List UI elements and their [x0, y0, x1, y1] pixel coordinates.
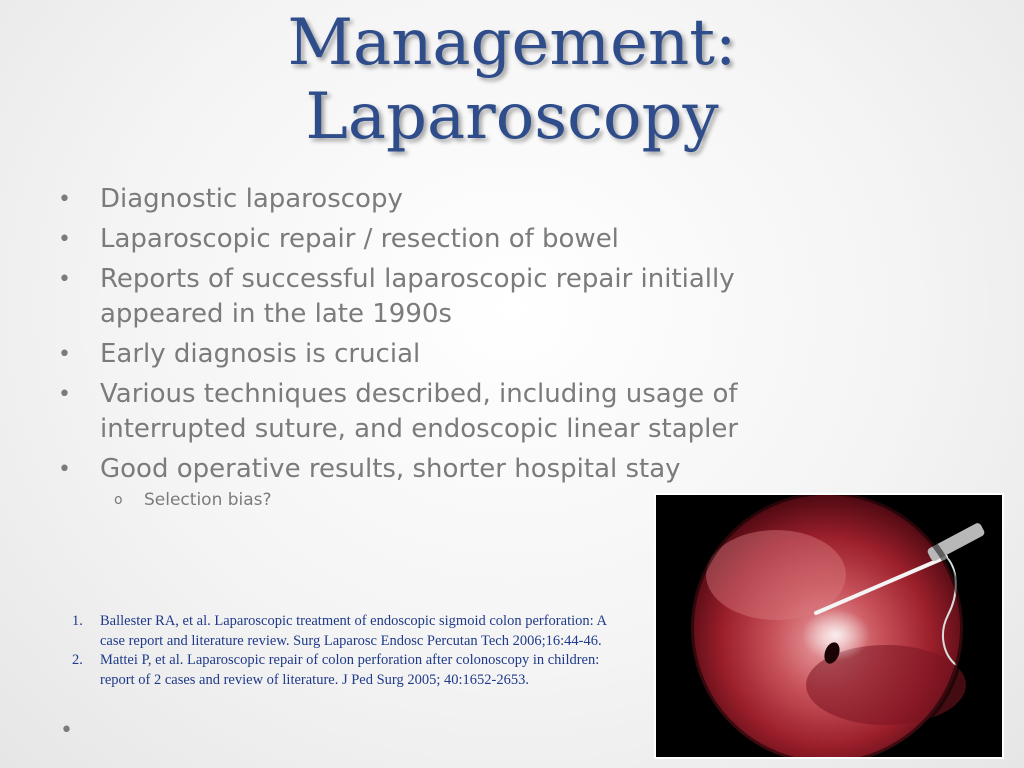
references-list — [72, 612, 632, 690]
slide-title-line-2: Laparoscopy — [305, 80, 719, 154]
bullet-item — [58, 337, 858, 372]
bullet-text: Laparoscopic repair / resection of bowel — [100, 224, 619, 254]
reference-item — [72, 651, 632, 690]
bullet-dot-icon: • — [58, 227, 71, 252]
bullet-item — [58, 222, 858, 257]
bullet-dot-icon: • — [58, 382, 71, 407]
sub-bullet-text: Selection bias? — [144, 490, 272, 510]
reference-text: Mattei P, et al. Laparoscopic repair of colon perforation after colonoscopy in children: report of 2 cases and review of literature. J Ped Surg 2005; 40:1652-2653. — [100, 652, 600, 688]
bullet-list — [58, 182, 858, 518]
empty-bullet-dot-icon: • — [60, 718, 73, 743]
reference-text: Ballester RA, et al. Laparoscopic treatment of endoscopic sigmoid colon perforation: A case report and literature review. Surg Laparosc Endosc Percutan Tech 2006;16:44-46. — [100, 613, 607, 649]
reference-number: 1. — [72, 613, 83, 629]
bullet-item — [58, 262, 858, 332]
bullet-item — [58, 182, 858, 217]
bullet-dot-icon: • — [58, 342, 71, 367]
slide-title — [0, 6, 1024, 154]
bullet-text: Reports of successful laparoscopic repair initially appeared in the late 1990s — [100, 264, 735, 329]
sub-bullet-circle-icon: o — [114, 492, 123, 508]
reference-number: 2. — [72, 652, 83, 668]
laparoscopic-view-icon — [656, 495, 1002, 757]
bullet-dot-icon: • — [58, 457, 71, 482]
bullet-text: Diagnostic laparoscopy — [100, 184, 403, 214]
tissue-fold — [706, 530, 846, 620]
bullet-dot-icon: • — [58, 187, 71, 212]
reference-item — [72, 612, 632, 651]
bullet-dot-icon: • — [58, 267, 71, 292]
bullet-text: Good operative results, shorter hospital stay — [100, 454, 681, 484]
bullet-text: Various techniques described, including usage of interrupted suture, and endoscopic linear stapler — [100, 379, 739, 444]
laparoscopy-photo — [654, 493, 1004, 759]
bullet-item — [58, 377, 858, 447]
slide-title-line-1: Management: — [287, 6, 737, 80]
bullet-text: Early diagnosis is crucial — [100, 339, 421, 369]
